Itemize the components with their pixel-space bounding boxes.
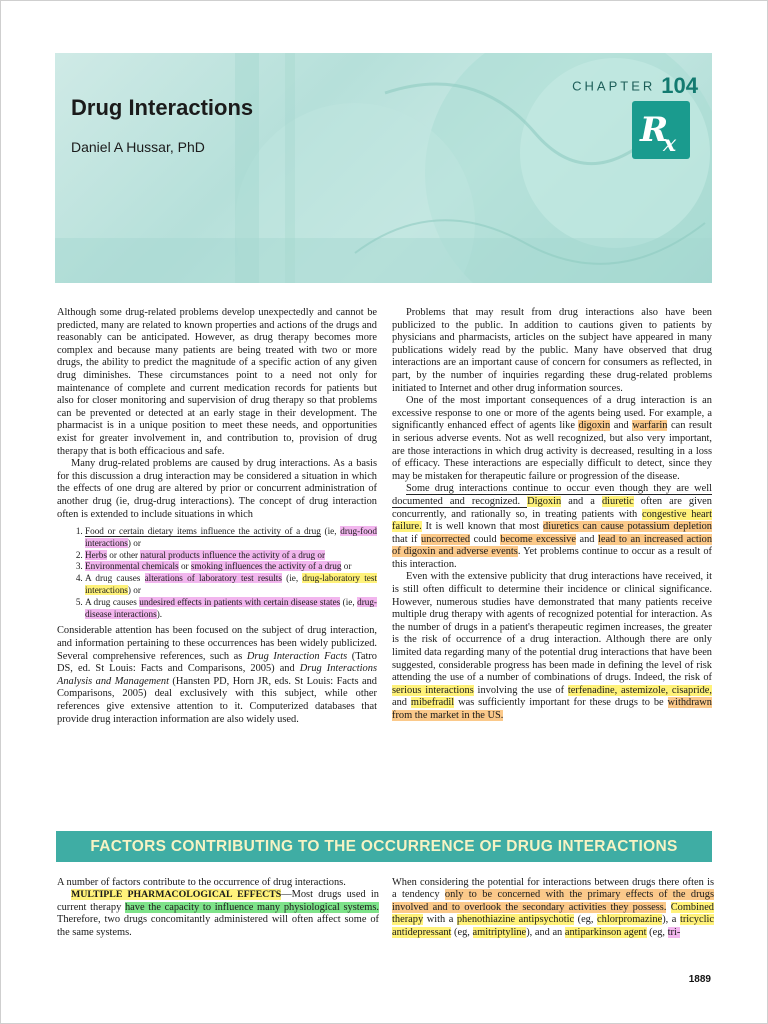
highlight: antiparkinson agent [564, 926, 647, 938]
text: was sufficiently important for these drugs to be [454, 697, 668, 709]
text: (eg, [574, 914, 598, 926]
text: Even with the extensive publicity that drug interactions have received, it is still often difficult to determine their incidence or clinical significance. However, numerous studies have demonstrated that many patients receive multiple drug therapy with agents of recognized potential for interaction. As the number of drugs in a patient's therapeutic regimen increases, the greater is the risk of occurrence of a drug interaction. Although there are only limited data regarding many of the potential drug interactions that have been suggested, considerable progress has been made in defining the level of risk attending the use of a number of combinations of drugs. Indeed, the risk of [392, 571, 712, 684]
highlight: digoxin [578, 420, 611, 432]
interaction-list [57, 526, 377, 620]
bottom-right-column [392, 877, 714, 939]
text: and [575, 533, 599, 545]
paragraph [392, 571, 712, 722]
highlight: smoking influences the activity of a drug [190, 561, 342, 572]
highlight: warfarin [632, 420, 668, 432]
highlight: tri- [667, 926, 681, 938]
rx-icon [632, 101, 690, 159]
text: often are given concurrently, and rationally so, in treating patients with [392, 495, 712, 520]
highlight: become excessive [500, 533, 576, 545]
highlight: drug-disease interactions [85, 596, 377, 619]
highlight: have the capacity to influence many physiological systems. [124, 901, 379, 913]
highlight: amitriptyline [472, 926, 527, 938]
highlight: lead to an increased action of digoxin and adverse events [392, 533, 713, 558]
highlight: Herbs [85, 549, 107, 560]
highlight: tricyclic antidepressant [392, 914, 714, 938]
paragraph: Although some drug-related problems develop unexpectedly and cannot be predicted, many are related to known properties and actions of the drugs and reasonably can be anticipated. However, as drug therapy becomes more complex and because many patients are being treated with two or more drugs, the ability to predict the magnitude of a specific action of any given drug diminishes. These circumstances point to a need not only for maintenance of complete and current medication records for patients but also for closer monitoring and supervision of drug therapy so that problems can be prevented or detected at an early stage in their development. The pharmacist is in a unique position to meet these needs, and opportunities exist for greater involvement in, and contribution to, provision of drug therapy that is both efficacious and safe. [57, 307, 377, 457]
chapter-label [572, 73, 698, 99]
highlight: uncorrected [421, 533, 471, 545]
chapter-author: Daniel A Hussar, PhD [71, 139, 205, 155]
paragraph [392, 877, 714, 939]
list-text: or other [106, 549, 141, 560]
highlight: withdrawn from the market in the US. [392, 697, 712, 721]
paragraph [57, 889, 379, 939]
highlight: alterations of laboratory test results [144, 573, 282, 584]
highlight: serious interactions [392, 684, 474, 696]
list-item [85, 561, 377, 573]
highlight: phenothiazine antipsychotic [456, 914, 575, 926]
text: —Most drugs used in current therapy [57, 889, 379, 913]
list-text: Food or certain dietary items influence the activity of a drug [85, 526, 321, 537]
list-text: A drug causes [85, 573, 145, 584]
highlight: undesired effects in patients with certain disease states [139, 596, 341, 607]
paragraph [57, 625, 377, 726]
text: that if [392, 533, 422, 545]
paragraph: Problems that may result from drug interactions also have been publicized to the public. In addition to cautions given to patients by physicians and pharmacists, articles on the subject have appeared in many publications widely read by the public. Many have observed that drug interactions are an important cause of concern for consumers as reflected, in part, by the number of inquiries regarding these drug-related problems initiated to Internet and other drug information sources. [392, 307, 712, 394]
highlight: drug-laboratory test interactions [85, 573, 377, 596]
highlight: congestive heart failure. [392, 508, 712, 533]
highlight: only to be concerned with the primary effects of the drugs involved and to overlook the secondary activities they possess. [392, 889, 714, 913]
text: and a [561, 495, 602, 507]
list-text: or [341, 561, 352, 572]
list-item [85, 597, 377, 621]
highlight: chlorpromazine [597, 914, 663, 926]
paragraph: Many drug-related problems are caused by drug interactions. As a basis for this discussion a drug interaction may be considered a situation in which the effects of one drug are altered by prior or concurrent administration of another drug (ie, drug-drug interactions). The concept of drug interaction often is extended to include situations in which [57, 458, 377, 520]
text: could [470, 533, 501, 545]
text: When considering the potential for interactions between drugs there often is a tendency [392, 877, 714, 901]
text: involving the use of [473, 684, 568, 696]
highlight: mibefradil [410, 697, 455, 709]
paragraph [392, 395, 712, 483]
highlight: Environmental chemicals [85, 561, 179, 572]
page-number: 1889 [688, 974, 711, 985]
list-text: ). [156, 608, 163, 619]
right-column [392, 307, 712, 723]
text: (Tatro DS, ed. St Louis: Facts and Comparisons, 2005) and [57, 650, 377, 675]
section-heading: FACTORS CONTRIBUTING TO THE OCCURRENCE OF DRUG INTERACTIONS [56, 831, 712, 862]
highlight: diuretics can cause potassium depletion [543, 521, 712, 533]
list-text: ) or [127, 585, 141, 596]
text: can result in serious adverse events. Not as well recognized, but also very important, are those interactions in which drug activity is decreased, resulting in a loss of efficacy. These interactions are especially difficult to detect, since they may be mistaken for therapeutic failure or progression of the disease. [392, 420, 712, 482]
list-text: (ie, [320, 526, 341, 537]
chapter-header-banner [55, 53, 712, 283]
list-text: ) or [127, 537, 141, 548]
list-text: (ie, [340, 596, 358, 607]
run-in-heading: MULTIPLE PHARMACOLOGICAL EFFECTS [71, 889, 282, 901]
list-item [85, 550, 377, 562]
svg-text:x: x [663, 131, 677, 157]
text: (eg, [451, 926, 473, 938]
highlight: Combined therapy [392, 901, 714, 926]
text: Therefore, two drugs concomitantly administered will often affect some of the same systems. [57, 914, 379, 938]
text: and [392, 697, 411, 709]
text: Considerable attention has been focused on the subject of drug interaction, and information pertaining to these occurrences has been widely publicized. Several comprehensive references, such as [57, 625, 377, 662]
text: . Yet problems continue to occur as a result of this interaction. [392, 546, 712, 570]
highlight: terfenadine, astemizole, cisapride, [567, 684, 712, 696]
list-item [85, 573, 377, 597]
list-text: or [178, 561, 191, 572]
text: ), and an [526, 926, 565, 938]
chapter-number: 104 [661, 73, 698, 98]
svg-text:R: R [640, 110, 669, 150]
book-title: Drug Interactions Analysis and Management [57, 663, 377, 687]
text: One of the most important consequences of a drug interaction is an excessive response to one or more of the agents being used. For example, a significantly enhanced effect of agents like [392, 395, 712, 432]
bottom-left-column [57, 877, 379, 939]
text: with a [423, 914, 457, 926]
text: (Hansten PD, Horn JR, eds. St Louis: Facts and Comparisons, 2005) deal exclusively with this subject, while other references give extensive attention to it. Computerized databases that provide drug interaction information are also widely used. [57, 675, 377, 725]
chapter-title: Drug Interactions [71, 95, 254, 120]
highlight: diuretic [601, 495, 634, 507]
highlight: Digoxin [527, 495, 562, 507]
text: Some drug interactions continue to occur even though they are well documented and recognized. [392, 483, 712, 507]
text: (eg, [646, 926, 668, 938]
list-text: (ie, [281, 573, 303, 584]
list-text: A drug causes [85, 596, 140, 607]
paragraph [392, 483, 712, 571]
chapter-word: CHAPTER [572, 78, 656, 94]
text: It is well known that most [421, 521, 544, 533]
highlight: drug-food interactions [85, 526, 377, 548]
highlight: natural products influence the activity of a drug or [140, 549, 326, 560]
text: and [610, 420, 633, 432]
paragraph: A number of factors contribute to the occurrence of drug interactions. [57, 877, 346, 888]
text: ), a [662, 914, 680, 926]
list-item [85, 526, 377, 550]
book-title: Drug Interaction Facts [246, 650, 348, 662]
left-column [57, 307, 377, 726]
